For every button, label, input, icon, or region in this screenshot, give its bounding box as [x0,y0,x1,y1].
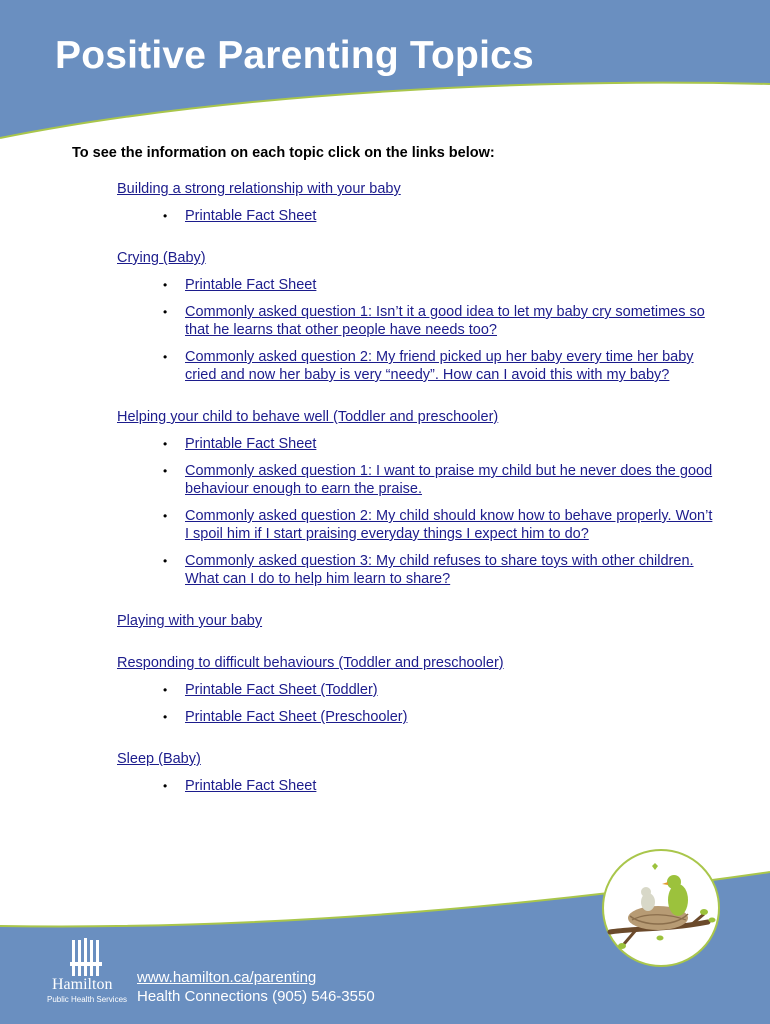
question-link[interactable]: Commonly asked question 2: My child should know how to behave properly. Won’t I spoil him if I start praising everyday things I expect him to do? [185,508,713,542]
bullet-icon: • [163,509,168,523]
footer-phone: Health Connections (905) 546-3550 [137,988,375,1005]
topic-behave-well [117,408,717,588]
topic-link-crying[interactable]: Crying (Baby) [117,250,206,266]
list-item [117,462,717,498]
intro-text: To see the information on each topic click on the links below: [72,145,495,161]
list-item [117,708,717,726]
list-item [117,552,717,588]
list-item [117,777,717,795]
bullet-icon: • [163,209,168,223]
list-item [117,507,717,543]
logo-subtitle: Public Health Services [47,995,128,1004]
question-link[interactable]: Commonly asked question 2: My friend picked up her baby every time her baby cried and now her baby is very “needy”. How can I avoid this with my baby? [185,349,694,383]
fact-sheet-link[interactable]: Printable Fact Sheet [185,277,317,293]
topic-link-sleep[interactable]: Sleep (Baby) [117,751,201,767]
list-item [117,207,717,225]
fact-sheet-link[interactable]: Printable Fact Sheet (Toddler) [185,682,378,698]
fact-sheet-link[interactable]: Printable Fact Sheet [185,778,317,794]
page-title: Positive Parenting Topics [55,34,534,77]
bullet-icon: • [163,554,168,568]
topic-link-playing[interactable]: Playing with your baby [117,613,263,629]
bullet-icon: • [163,464,168,478]
bullet-icon: • [163,278,168,292]
list-item [117,681,717,699]
topic-list [117,180,717,819]
topic-link-relationship[interactable]: Building a strong relationship with your baby [117,181,401,197]
footer-website-link[interactable]: www.hamilton.ca/parenting [137,969,317,986]
topic-crying [117,249,717,384]
bullet-icon: • [163,305,168,319]
topic-link-difficult-behaviours[interactable]: Responding to difficult behaviours (Toddler and preschooler) [117,655,504,671]
question-link[interactable]: Commonly asked question 3: My child refuses to share toys with other children. What can I do to help him learn to share? [185,553,694,587]
topic-difficult-behaviours [117,654,717,726]
question-link[interactable]: Commonly asked question 1: Isn’t it a good idea to let my baby cry sometimes so that he learns that other people have needs too? [185,304,705,338]
bullet-icon: • [163,350,168,364]
bullet-icon: • [163,683,168,697]
question-link[interactable]: Commonly asked question 1: I want to praise my child but he never does the good behaviour enough to earn the praise. [185,463,713,497]
fact-sheet-link[interactable]: Printable Fact Sheet [185,208,317,224]
list-item [117,276,717,294]
topic-relationship [117,180,717,225]
topic-link-behave-well[interactable]: Helping your child to behave well (Toddler and preschooler) [117,409,499,425]
topic-playing [117,612,717,630]
bullet-icon: • [163,779,168,793]
bullet-icon: • [163,710,168,724]
logo-name: Hamilton [52,976,113,993]
bullet-icon: • [163,437,168,451]
fact-sheet-link[interactable]: Printable Fact Sheet [185,436,317,452]
fact-sheet-link[interactable]: Printable Fact Sheet (Preschooler) [185,709,408,725]
topic-sleep [117,750,717,795]
list-item [117,348,717,384]
bird-nest-icon [596,848,726,968]
list-item [117,435,717,453]
list-item [117,303,717,339]
